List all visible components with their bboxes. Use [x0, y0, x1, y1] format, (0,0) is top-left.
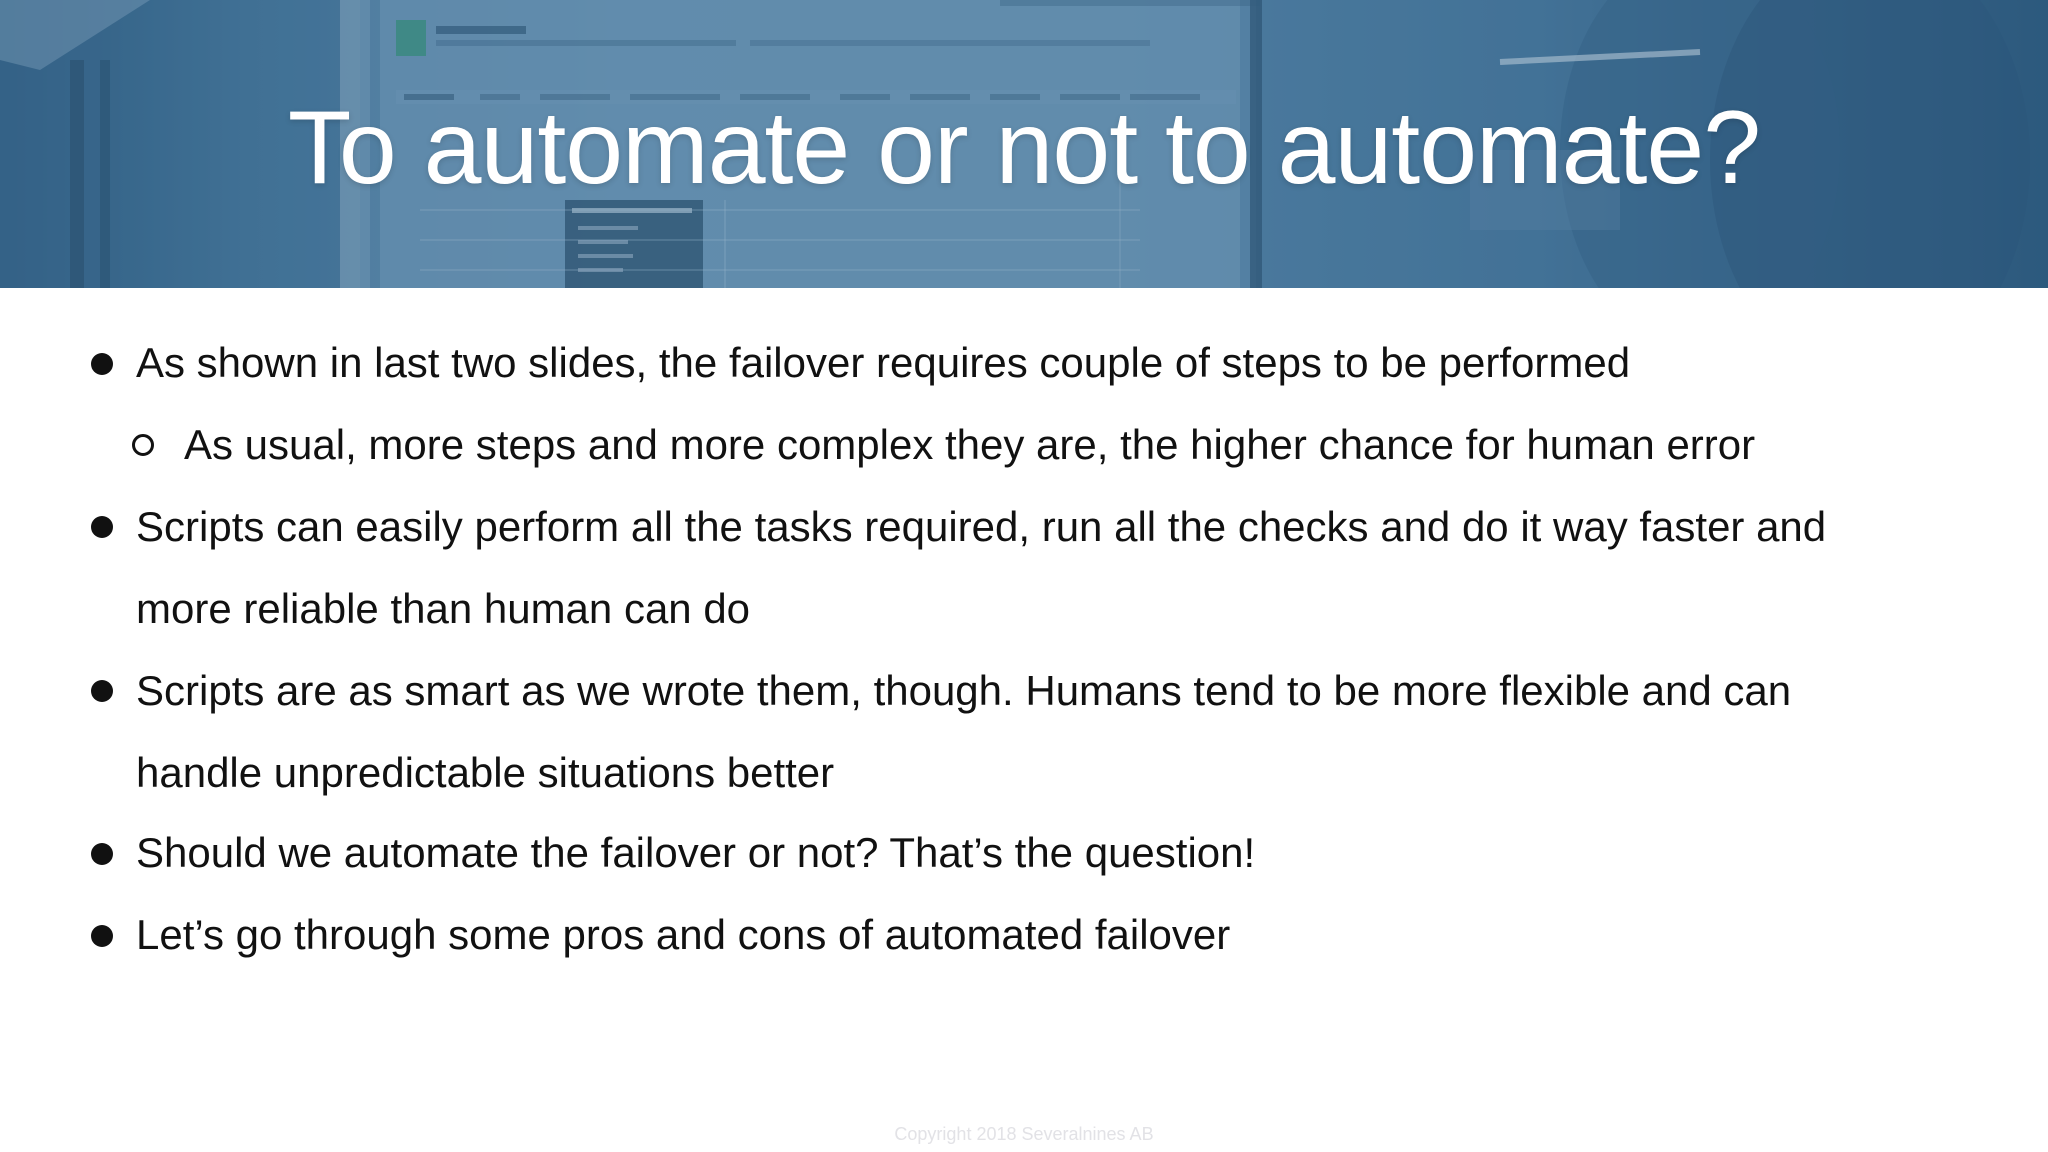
bullet-item	[136, 650, 1791, 814]
bullet-text: Should we automate the failover or not? That’s the question!	[136, 829, 1256, 876]
sub-bullet-item	[184, 404, 1755, 486]
bullet-text: Scripts can easily perform all the tasks required, run all the checks and do it way faster and	[136, 503, 1827, 550]
slide-title: To automate or not to automate?	[287, 90, 1761, 206]
bullet-text: Scripts are as smart as we wrote them, though. Humans tend to be more flexible and can	[136, 667, 1792, 714]
sub-bullet-text: As usual, more steps and more complex they are, the higher chance for human error	[184, 421, 1756, 468]
bullet-item	[136, 812, 1255, 894]
bullet-dot	[91, 353, 113, 375]
bullet-item	[136, 486, 1826, 650]
bullet-dot	[91, 516, 113, 538]
bullet-dot	[91, 680, 113, 702]
header-banner	[0, 0, 2048, 288]
bullet-item	[136, 894, 1230, 976]
sub-bullet-ring	[132, 434, 154, 456]
bullet-dot	[91, 925, 113, 947]
bullet-text-continuation: more reliable than human can do	[136, 585, 751, 632]
bullet-item	[136, 322, 1630, 404]
bullet-text: As shown in last two slides, the failover requires couple of steps to be performed	[136, 339, 1631, 386]
bullet-text-continuation: handle unpredictable situations better	[136, 749, 835, 796]
bullet-text: Let’s go through some pros and cons of automated failover	[136, 911, 1231, 958]
bullet-dot	[91, 843, 113, 865]
copyright-footer: Copyright 2018 Severalnines AB	[894, 1124, 1154, 1144]
